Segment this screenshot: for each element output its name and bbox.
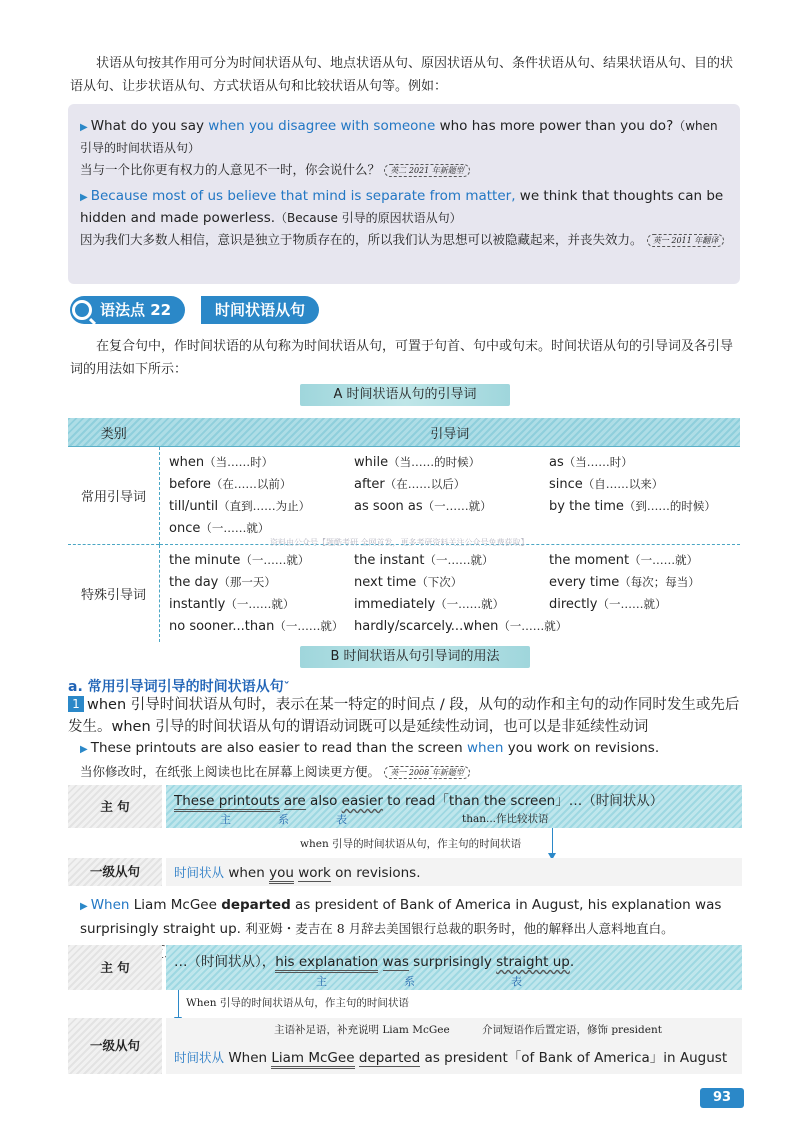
- role-linking: 系: [404, 975, 415, 988]
- role-predicative: 表: [511, 975, 522, 988]
- diagram2-sub-clause: 主语补足语，补充说明 Liam McGee 介词短语作后置定语，修饰 president 时间状从 When Liam McGee departed as president「of Bank of America」in August: [166, 1018, 742, 1074]
- diagram2-link-note: When 引导的时间状语从句，作主句的时间状语: [186, 997, 409, 1009]
- conjunction-item: the moment（一……就）: [549, 553, 699, 568]
- table-row-special: 特殊引导词 the minute（一……就） the instant（一……就） the moment（一……就） the day（那一天） next time（下次） every time（每次；每当） instantly（一……就） immediately（一……就） directly（一……就） no sooner...than（一……就） hardly/scarcely...when（一……就）: [68, 545, 740, 643]
- conjunction-item: hardly/scarcely...when（一……就）: [354, 619, 568, 634]
- grammar-point-label: 语法点 22: [70, 296, 185, 324]
- conjunction-item: since（自……以来）: [549, 477, 664, 492]
- triangle-icon: ▶: [80, 122, 88, 133]
- conjunction-item: as soon as（一……就）: [354, 499, 492, 514]
- conjunction-item: next time（下次）: [354, 575, 463, 590]
- banner-a: A 时间状语从句的引导词: [300, 384, 510, 406]
- source-tag: 英一 2011 年翻译: [647, 234, 724, 247]
- diagram1-main-clause: These printouts are also easier to read「than the screen」…（时间状从） 主 系 表 than...作比较状语: [166, 785, 742, 828]
- conjunction-item: the day（那一天）: [169, 575, 276, 590]
- conjunction-item: no sooner...than（一……就）: [169, 619, 344, 634]
- subheading-common: a. 常用引导词引导的时间状语从句ˇ: [68, 679, 290, 695]
- note-complement: 主语补足语，补充说明 Liam McGee: [274, 1024, 450, 1036]
- conjunction-item: once（一……就）: [169, 521, 270, 536]
- special-words-grid: [161, 546, 739, 641]
- conjunction-item: every time（每次；每当）: [549, 575, 700, 590]
- conjunction-item: the instant（一……就）: [354, 553, 494, 568]
- conjunction-item: when（当……时）: [169, 455, 274, 470]
- conjunction-item: after（在……以后）: [354, 477, 466, 492]
- watermark: 资料由公众号【题酷考研 全网首发，更多考研资料关注公众号免费获取】: [270, 538, 529, 547]
- diagram1-sub-label: 一级从句: [68, 858, 162, 886]
- chevron-down-icon: ˇ: [283, 680, 290, 694]
- diagram2-main-label: 主 句: [68, 945, 162, 990]
- role-linking: 系: [278, 813, 289, 826]
- conjunction-item: as（当……时）: [549, 455, 633, 470]
- diagram2-sub-label: 一级从句: [68, 1018, 162, 1074]
- arrow-down-icon: [178, 990, 179, 1018]
- magnifier-icon: [72, 300, 92, 320]
- triangle-icon: ▶: [80, 901, 88, 912]
- diagram1-sub-clause: 时间状从 when you work on revisions.: [166, 858, 742, 886]
- page-number: 93: [700, 1088, 744, 1108]
- table-header-category: 类别: [68, 418, 160, 447]
- source-tag: 英一 2008 年新题型: [384, 766, 469, 779]
- triangle-icon: ▶: [80, 744, 88, 755]
- diagram2-main-clause: …（时间状从），his explanation was surprisingly straight up. 主 系 表: [166, 945, 742, 990]
- table-header-words: 引导词: [160, 418, 741, 447]
- conjunction-item: immediately（一……就）: [354, 597, 505, 612]
- triangle-icon: ▶: [80, 192, 88, 203]
- table-row-common: 常用引导词 when（当……时） while（当……的时候） as（当……时） before（在……以前） after（在……以后） since（自……以来） till/until（直到……为止） as soon as（一……就） by the time（到……的时候） once（一……就）: [68, 447, 740, 545]
- example-1: ▶ What do you say when you disagree with someone who has more power than you do?（when 引导的时间状语从句） 当与一个比你更有权力的人意见不一时，你会说什么？ 英二 2021 年新题型: [80, 118, 718, 177]
- conjunction-item: till/until（直到……为止）: [169, 499, 311, 514]
- example-when-1: ▶ These printouts are also easier to read than the screen when you work on revisions. 当你修改时，在纸张上阅读也比在屏幕上阅读更方便。 英一 2008 年新题型: [80, 740, 660, 779]
- examples-box: [68, 104, 740, 284]
- rule-1: 1 when 引导时间状语从句时，表示在某一特定的时间点 / 段，从句的动作和主句的动作同时发生或先后发生。when 引导的时间状语从句的谓语动词既可以是延续性动词，也可以是非延续性动词: [68, 697, 740, 735]
- common-words-grid: [161, 448, 739, 543]
- banner-b: B 时间状语从句引导词的用法: [300, 646, 530, 668]
- conjunction-item: the minute（一……就）: [169, 553, 310, 568]
- diagram1-main-label: 主 句: [68, 785, 162, 828]
- note-attribute: 介词短语作后置定语，修饰 president: [482, 1024, 662, 1036]
- conjunction-item: instantly（一……就）: [169, 597, 295, 612]
- conjunction-item: by the time（到……的时候）: [549, 499, 716, 514]
- diagram1-link-note: when 引导的时间状语从句，作主句的时间状语: [300, 838, 522, 850]
- than-note: than...作比较状语: [462, 813, 549, 825]
- role-predicative: 表: [336, 813, 347, 826]
- grammar-point-name: 时间状语从句: [198, 296, 319, 324]
- conjunction-item: directly（一……就）: [549, 597, 667, 612]
- example-when-2: ▶ When Liam McGee departed as president of Bank of America in August, his explanation was surprisingly straight up. 利亚姆・麦吉在 8 月辞去美国银行总裁的职务时，他的解释出人意料地直白。: [80, 894, 745, 962]
- section-intro: 在复合句中，作时间状语的从句称为时间状语从句，可置于句首、句中或句末。时间状语从句的引导词及各引导词的用法如下所示：: [70, 339, 734, 377]
- conjunction-item: while（当……的时候）: [354, 455, 481, 470]
- source-tag: 英二 2021 年新题型: [384, 164, 469, 177]
- role-subject: 主: [220, 813, 231, 826]
- intro-paragraph: 状语从句按其作用可分为时间状语从句、地点状语从句、原因状语从句、条件状语从句、结果状语从句、目的状语从句、让步状语从句、方式状语从句和比较状语从句等。例如：: [70, 56, 734, 94]
- arrow-down-icon: [552, 828, 553, 854]
- conjunction-item: before（在……以前）: [169, 477, 292, 492]
- example-2: ▶ Because most of us believe that mind is separate from matter, we think that thoughts can be hidden and made powerless.（Because 引导的原因状语从句） 因为我们大多数人相信，意识是独立于物质存在的，所以我们认为思想可以被隐藏起来，并丧失效力。 英一 2011 年翻译: [80, 188, 724, 247]
- rule-number: 1: [68, 696, 84, 712]
- conjunction-table: [68, 418, 740, 642]
- role-subject: 主: [316, 975, 327, 988]
- grammar-point-title: [70, 296, 410, 324]
